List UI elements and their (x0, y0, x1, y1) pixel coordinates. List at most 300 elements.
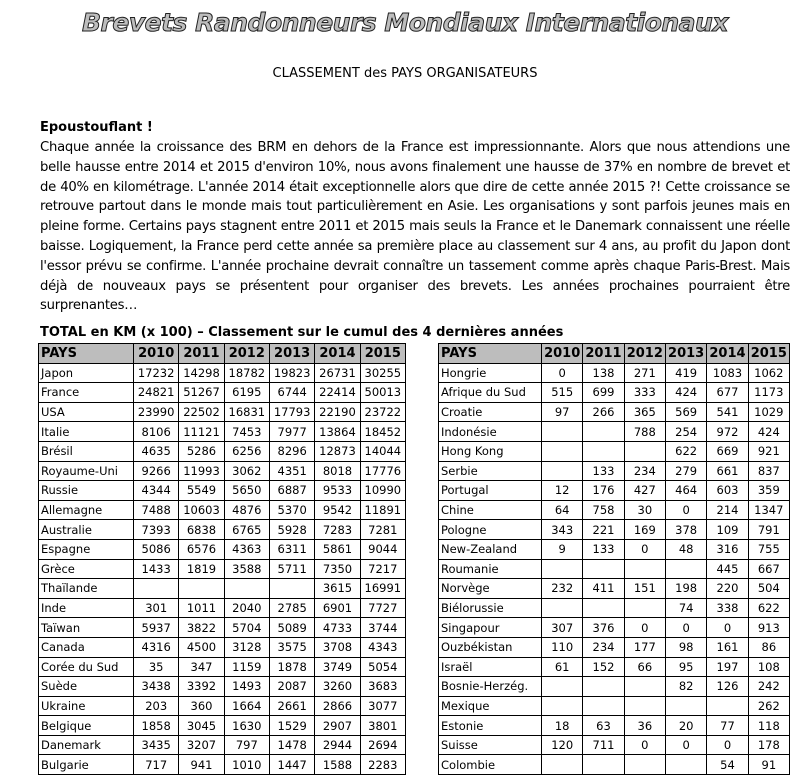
value-cell: 12 (542, 481, 583, 501)
country-cell: Suisse (439, 735, 542, 755)
value-cell: 717 (134, 755, 179, 775)
value-cell: 7488 (134, 500, 179, 520)
value-cell: 61 (542, 657, 583, 677)
value-cell: 234 (583, 637, 624, 657)
value-cell: 515 (542, 383, 583, 403)
value-cell: 14298 (179, 363, 224, 383)
value-cell: 3207 (179, 735, 224, 755)
value-cell: 921 (748, 441, 789, 461)
value-cell: 1010 (224, 755, 269, 775)
value-cell: 3435 (134, 735, 179, 755)
table-row (439, 363, 790, 383)
value-cell: 424 (665, 383, 706, 403)
header-year: 2013 (665, 344, 706, 364)
country-cell: Corée du Sud (39, 657, 134, 677)
value-cell: 138 (583, 363, 624, 383)
value-cell: 82 (665, 677, 706, 697)
value-cell: 1347 (748, 500, 789, 520)
value-cell: 3708 (315, 637, 360, 657)
value-cell: 4343 (360, 637, 405, 657)
table-row (439, 579, 790, 599)
value-cell: 271 (624, 363, 665, 383)
table-row (39, 441, 406, 461)
value-cell: 6311 (269, 539, 314, 559)
value-cell: 504 (748, 579, 789, 599)
value-cell (583, 559, 624, 579)
country-cell: Israël (439, 657, 542, 677)
table-row (439, 637, 790, 657)
value-cell: 541 (707, 402, 748, 422)
value-cell: 178 (748, 735, 789, 755)
value-cell: 7977 (269, 422, 314, 442)
country-cell: Thaïlande (39, 579, 134, 599)
value-cell: 6744 (269, 383, 314, 403)
value-cell: 3615 (315, 579, 360, 599)
value-cell: 1447 (269, 755, 314, 775)
ranking-table-left (38, 343, 406, 775)
value-cell: 5861 (315, 539, 360, 559)
value-cell: 307 (542, 618, 583, 638)
value-cell: 30255 (360, 363, 405, 383)
value-cell: 9542 (315, 500, 360, 520)
header-country: PAYS (439, 344, 542, 364)
country-cell: Inde (39, 598, 134, 618)
value-cell: 266 (583, 402, 624, 422)
value-cell: 1433 (134, 559, 179, 579)
value-cell: 12873 (315, 441, 360, 461)
value-cell: 0 (624, 735, 665, 755)
value-cell: 120 (542, 735, 583, 755)
value-cell: 48 (665, 539, 706, 559)
value-cell: 669 (707, 441, 748, 461)
value-cell: 4316 (134, 637, 179, 657)
value-cell: 1588 (315, 755, 360, 775)
value-cell (583, 696, 624, 716)
country-cell: Serbie (439, 461, 542, 481)
value-cell: 5711 (269, 559, 314, 579)
value-cell: 411 (583, 579, 624, 599)
value-cell: 0 (542, 363, 583, 383)
value-cell (583, 422, 624, 442)
table-row (39, 461, 406, 481)
banner-title: Brevets Randonneurs Mondiaux Internationaux (82, 8, 728, 37)
country-cell: Bulgarie (39, 755, 134, 775)
value-cell: 333 (624, 383, 665, 403)
value-cell: 254 (665, 422, 706, 442)
country-cell: Japon (39, 363, 134, 383)
value-cell: 1858 (134, 716, 179, 736)
value-cell: 279 (665, 461, 706, 481)
value-cell: 4351 (269, 461, 314, 481)
country-cell: Pologne (439, 520, 542, 540)
value-cell: 91 (748, 755, 789, 775)
value-cell: 1529 (269, 716, 314, 736)
value-cell: 3588 (224, 559, 269, 579)
table-row (439, 422, 790, 442)
value-cell: 711 (583, 735, 624, 755)
value-cell: 109 (707, 520, 748, 540)
country-cell: Taïwan (39, 618, 134, 638)
country-cell: USA (39, 402, 134, 422)
value-cell: 197 (707, 657, 748, 677)
value-cell: 133 (583, 461, 624, 481)
value-cell: 36 (624, 716, 665, 736)
value-cell: 445 (707, 559, 748, 579)
value-cell: 152 (583, 657, 624, 677)
table-row (39, 637, 406, 657)
value-cell: 26731 (315, 363, 360, 383)
value-cell: 1878 (269, 657, 314, 677)
table-row (39, 735, 406, 755)
value-cell: 8106 (134, 422, 179, 442)
value-cell: 1493 (224, 677, 269, 697)
value-cell: 2907 (315, 716, 360, 736)
value-cell: 5089 (269, 618, 314, 638)
value-cell: 6195 (224, 383, 269, 403)
value-cell: 51267 (179, 383, 224, 403)
intro-paragraph: Chaque année la croissance des BRM en dehors de la France est impressionnante. Alors que nous attendions une belle hausse entre 2014 et 2015 d'environ 10%, nous avons finalement une hausse de 37% en nombre de brevet et de 40% en kilométrage. L'année 2014 était exceptionnelle alors que dire de cette année 2015 ?! Cette croissance se retrouve partout dans le monde mais tout particulièrement en Asie. Les organisations y sont parfois jeunes mais en pleine forme. Certains pays stagnent entre 2011 et 2015 mais seuls la France et le Danemark connaissent une réelle baisse. Logiquement, la France perd cette année sa première place au classement sur 4 ans, au profit du Japon dont l'essor prévu se confirme. L'année prochaine devrait connaître un tassement comme après chaque Paris-Brest. Mais déjà de nouveaux pays se présentent pour organiser des brevets. Les années prochaines pourraient être surprenantes… (40, 140, 790, 314)
value-cell: 9 (542, 539, 583, 559)
value-cell: 301 (134, 598, 179, 618)
value-cell: 6838 (179, 520, 224, 540)
value-cell: 5086 (134, 539, 179, 559)
value-cell: 3438 (134, 677, 179, 697)
value-cell: 22190 (315, 402, 360, 422)
country-cell: Afrique du Sud (439, 383, 542, 403)
value-cell (269, 579, 314, 599)
header-year: 2015 (360, 344, 405, 364)
value-cell: 2040 (224, 598, 269, 618)
value-cell: 0 (707, 618, 748, 638)
value-cell: 0 (665, 500, 706, 520)
value-cell: 16991 (360, 579, 405, 599)
country-cell: Grèce (39, 559, 134, 579)
value-cell: 108 (748, 657, 789, 677)
value-cell: 3045 (179, 716, 224, 736)
value-cell (542, 677, 583, 697)
value-cell: 6887 (269, 481, 314, 501)
value-cell (624, 755, 665, 775)
country-cell: Italie (39, 422, 134, 442)
value-cell (583, 755, 624, 775)
value-cell: 661 (707, 461, 748, 481)
table-row (39, 696, 406, 716)
value-cell: 797 (224, 735, 269, 755)
value-cell: 1159 (224, 657, 269, 677)
country-cell: Indonésie (439, 422, 542, 442)
value-cell: 220 (707, 579, 748, 599)
table-row (439, 618, 790, 638)
header-year: 2010 (542, 344, 583, 364)
value-cell: 77 (707, 716, 748, 736)
value-cell: 2866 (315, 696, 360, 716)
value-cell: 755 (748, 539, 789, 559)
value-cell: 3260 (315, 677, 360, 697)
value-cell: 18452 (360, 422, 405, 442)
country-cell: Ukraine (39, 696, 134, 716)
table-row (39, 500, 406, 520)
value-cell: 419 (665, 363, 706, 383)
table-row (439, 402, 790, 422)
value-cell: 30 (624, 500, 665, 520)
value-cell (624, 559, 665, 579)
value-cell: 63 (583, 716, 624, 736)
value-cell: 203 (134, 696, 179, 716)
value-cell: 22502 (179, 402, 224, 422)
country-cell: Danemark (39, 735, 134, 755)
value-cell: 35 (134, 657, 179, 677)
country-cell: Biélorussie (439, 598, 542, 618)
table-row (39, 383, 406, 403)
value-cell: 14044 (360, 441, 405, 461)
value-cell: 8018 (315, 461, 360, 481)
table-row (439, 696, 790, 716)
country-cell: Australie (39, 520, 134, 540)
header-country: PAYS (39, 344, 134, 364)
value-cell (224, 579, 269, 599)
table-caption: TOTAL en KM (x 100) – Classement sur le cumul des 4 dernières années (40, 325, 564, 340)
value-cell: 50013 (360, 383, 405, 403)
country-cell: Brésil (39, 441, 134, 461)
country-cell: France (39, 383, 134, 403)
value-cell: 2087 (269, 677, 314, 697)
value-cell: 2785 (269, 598, 314, 618)
value-cell: 7281 (360, 520, 405, 540)
country-cell: Colombie (439, 755, 542, 775)
header-year: 2011 (179, 344, 224, 364)
header-year: 2010 (134, 344, 179, 364)
country-cell: Ouzbékistan (439, 637, 542, 657)
value-cell: 0 (624, 618, 665, 638)
value-cell: 22414 (315, 383, 360, 403)
value-cell: 262 (748, 696, 789, 716)
value-cell (665, 755, 706, 775)
value-cell: 677 (707, 383, 748, 403)
country-cell: Roumanie (439, 559, 542, 579)
table-row (39, 657, 406, 677)
value-cell: 1478 (269, 735, 314, 755)
table-row (39, 559, 406, 579)
value-cell: 622 (665, 441, 706, 461)
value-cell: 343 (542, 520, 583, 540)
table-row (39, 422, 406, 442)
value-cell: 161 (707, 637, 748, 657)
table-header-row (39, 344, 406, 364)
value-cell: 214 (707, 500, 748, 520)
value-cell: 74 (665, 598, 706, 618)
value-cell (542, 696, 583, 716)
value-cell: 699 (583, 383, 624, 403)
table-row (439, 735, 790, 755)
value-cell: 98 (665, 637, 706, 657)
value-cell: 5370 (269, 500, 314, 520)
value-cell: 151 (624, 579, 665, 599)
value-cell: 23990 (134, 402, 179, 422)
table-row (39, 755, 406, 775)
value-cell: 1819 (179, 559, 224, 579)
value-cell: 2661 (269, 696, 314, 716)
table-row (439, 755, 790, 775)
table-row (39, 598, 406, 618)
header-year: 2015 (748, 344, 789, 364)
table-row (39, 579, 406, 599)
country-cell: Hong Kong (439, 441, 542, 461)
value-cell: 5286 (179, 441, 224, 461)
value-cell: 972 (707, 422, 748, 442)
value-cell: 427 (624, 481, 665, 501)
country-cell: Chine (439, 500, 542, 520)
value-cell: 3749 (315, 657, 360, 677)
value-cell: 603 (707, 481, 748, 501)
value-cell: 7217 (360, 559, 405, 579)
value-cell: 169 (624, 520, 665, 540)
country-cell: Norvège (439, 579, 542, 599)
value-cell: 7350 (315, 559, 360, 579)
value-cell: 95 (665, 657, 706, 677)
value-cell: 177 (624, 637, 665, 657)
country-cell: Belgique (39, 716, 134, 736)
value-cell: 5549 (179, 481, 224, 501)
value-cell: 19823 (269, 363, 314, 383)
value-cell: 5928 (269, 520, 314, 540)
country-cell: Estonie (439, 716, 542, 736)
value-cell: 3822 (179, 618, 224, 638)
value-cell: 5704 (224, 618, 269, 638)
value-cell: 13864 (315, 422, 360, 442)
value-cell: 9266 (134, 461, 179, 481)
value-cell: 3128 (224, 637, 269, 657)
value-cell (665, 559, 706, 579)
value-cell: 0 (665, 618, 706, 638)
value-cell: 17776 (360, 461, 405, 481)
value-cell: 234 (624, 461, 665, 481)
table-row (439, 500, 790, 520)
table-row (39, 677, 406, 697)
value-cell: 97 (542, 402, 583, 422)
value-cell: 6765 (224, 520, 269, 540)
table-row (39, 520, 406, 540)
value-cell: 424 (748, 422, 789, 442)
value-cell: 4635 (134, 441, 179, 461)
value-cell: 5650 (224, 481, 269, 501)
table-row (439, 598, 790, 618)
value-cell: 64 (542, 500, 583, 520)
value-cell (179, 579, 224, 599)
value-cell: 11891 (360, 500, 405, 520)
value-cell: 66 (624, 657, 665, 677)
value-cell: 1029 (748, 402, 789, 422)
table-row (39, 402, 406, 422)
value-cell: 791 (748, 520, 789, 540)
country-cell: Royaume-Uni (39, 461, 134, 481)
country-cell: Singapour (439, 618, 542, 638)
ranking-table-right (438, 343, 790, 775)
value-cell: 10990 (360, 481, 405, 501)
header-year: 2011 (583, 344, 624, 364)
value-cell: 316 (707, 539, 748, 559)
value-cell (542, 559, 583, 579)
value-cell: 913 (748, 618, 789, 638)
value-cell: 347 (179, 657, 224, 677)
table-row (439, 539, 790, 559)
value-cell: 7727 (360, 598, 405, 618)
value-cell: 10603 (179, 500, 224, 520)
value-cell: 6256 (224, 441, 269, 461)
value-cell: 359 (748, 481, 789, 501)
page-subtitle: CLASSEMENT des PAYS ORGANISATEURS (272, 66, 538, 81)
table-row (439, 383, 790, 403)
value-cell: 4876 (224, 500, 269, 520)
value-cell: 221 (583, 520, 624, 540)
value-cell: 1173 (748, 383, 789, 403)
country-cell: Portugal (439, 481, 542, 501)
value-cell: 667 (748, 559, 789, 579)
value-cell: 11993 (179, 461, 224, 481)
value-cell: 376 (583, 618, 624, 638)
country-cell: New-Zealand (439, 539, 542, 559)
table-row (439, 461, 790, 481)
header-year: 2014 (315, 344, 360, 364)
value-cell: 110 (542, 637, 583, 657)
value-cell: 758 (583, 500, 624, 520)
value-cell (542, 598, 583, 618)
value-cell: 9533 (315, 481, 360, 501)
value-cell: 18 (542, 716, 583, 736)
value-cell: 2283 (360, 755, 405, 775)
value-cell (583, 441, 624, 461)
table-row (39, 716, 406, 736)
table-header-row (439, 344, 790, 364)
value-cell (542, 755, 583, 775)
value-cell: 3062 (224, 461, 269, 481)
value-cell: 232 (542, 579, 583, 599)
value-cell (624, 696, 665, 716)
country-cell: Allemagne (39, 500, 134, 520)
value-cell: 242 (748, 677, 789, 697)
country-cell: Bosnie-Herzég. (439, 677, 542, 697)
table-row (439, 716, 790, 736)
value-cell: 569 (665, 402, 706, 422)
value-cell: 176 (583, 481, 624, 501)
value-cell: 24821 (134, 383, 179, 403)
country-cell: Canada (39, 637, 134, 657)
table-row (439, 559, 790, 579)
value-cell: 360 (179, 696, 224, 716)
value-cell: 788 (624, 422, 665, 442)
header-year: 2013 (269, 344, 314, 364)
value-cell: 7393 (134, 520, 179, 540)
value-cell: 3392 (179, 677, 224, 697)
value-cell: 17232 (134, 363, 179, 383)
value-cell: 1062 (748, 363, 789, 383)
table-row (39, 539, 406, 559)
value-cell: 378 (665, 520, 706, 540)
country-cell: Espagne (39, 539, 134, 559)
value-cell: 622 (748, 598, 789, 618)
value-cell: 4733 (315, 618, 360, 638)
value-cell: 11121 (179, 422, 224, 442)
value-cell (624, 441, 665, 461)
table-row (39, 481, 406, 501)
value-cell: 1083 (707, 363, 748, 383)
value-cell: 5937 (134, 618, 179, 638)
table-row (439, 481, 790, 501)
value-cell: 9044 (360, 539, 405, 559)
country-cell: Mexique (439, 696, 542, 716)
value-cell: 7453 (224, 422, 269, 442)
value-cell: 8296 (269, 441, 314, 461)
value-cell: 133 (583, 539, 624, 559)
